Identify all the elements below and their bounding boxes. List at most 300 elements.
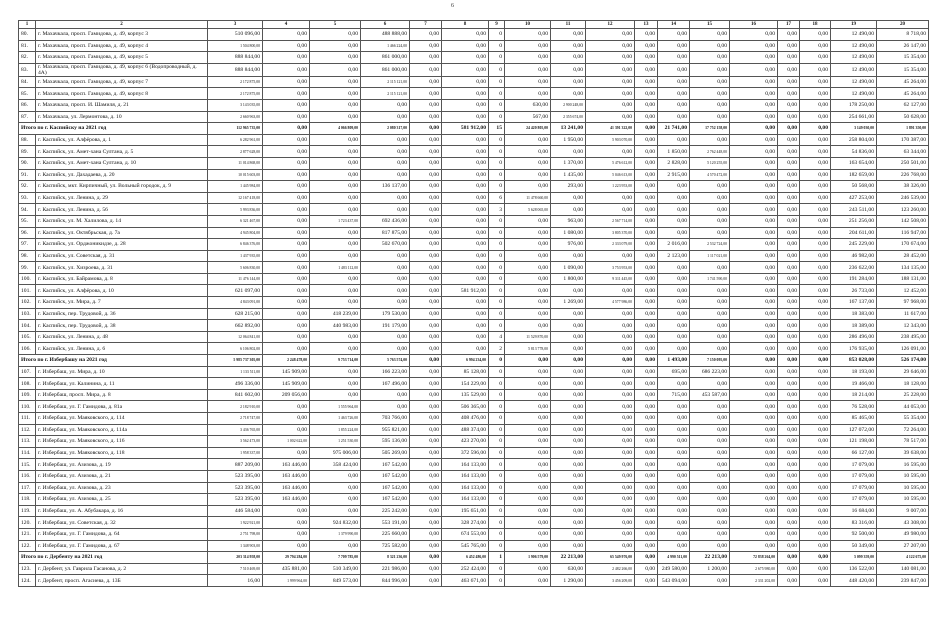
value-cell: 0,00 [410, 250, 442, 262]
value-cell: 0,00 [658, 52, 690, 64]
value-cell: 0,00 [586, 459, 635, 471]
value-cell: 0,00 [635, 459, 658, 471]
value-cell: 1 723 437,00 [310, 215, 361, 227]
value-cell: 0,00 [658, 494, 690, 506]
value-cell: 1 891 350,00 [877, 123, 929, 135]
value-cell: 0,00 [310, 76, 361, 88]
value-cell: 0,00 [778, 494, 800, 506]
row-number: 97. [19, 239, 36, 251]
value-cell: 2 182 910,00 [208, 401, 263, 413]
row-number: 103. [19, 308, 36, 320]
value-cell: 0,00 [635, 401, 658, 413]
value-cell: 286 496,00 [831, 331, 877, 343]
value-cell: 0,00 [551, 494, 586, 506]
value-cell: 0,00 [410, 355, 442, 367]
value-cell: 0,00 [442, 343, 489, 355]
value-cell: 418 239,00 [310, 308, 361, 320]
value-cell: 7 709 785,00 [310, 552, 361, 564]
table-row [19, 169, 929, 181]
value-cell: 10 595,00 [877, 482, 929, 494]
value-cell: 0,00 [586, 250, 635, 262]
subtotal-label: Итого по г. Дербенту на 2021 год [19, 552, 208, 564]
value-cell: 0,00 [778, 169, 800, 181]
address-cell: г. Избербаш, ул. Маяковского, д. 114 [36, 413, 208, 425]
value-cell: 4 066 809,00 [310, 123, 361, 135]
value-cell: 0,00 [505, 482, 551, 494]
value-cell: 18 389,00 [831, 320, 877, 332]
value-cell: 0,00 [551, 331, 586, 343]
value-cell: 251 256,00 [831, 215, 877, 227]
value-cell: 0,00 [310, 505, 361, 517]
value-cell: 975 006,00 [310, 447, 361, 459]
value-cell: 0 [489, 470, 505, 482]
value-cell: 496 336,00 [208, 378, 263, 390]
value-cell: 0,00 [800, 482, 831, 494]
value-cell: 0,00 [690, 378, 730, 390]
value-cell: 0,00 [410, 563, 442, 575]
value-cell: 0,00 [310, 134, 361, 146]
value-cell: 3 149 030,00 [831, 123, 877, 135]
value-cell: 0,00 [263, 76, 310, 88]
value-cell: 0,00 [551, 308, 586, 320]
value-cell: 17 079,00 [831, 459, 877, 471]
value-cell: 0,00 [442, 40, 489, 52]
value-cell: 17 752 158,00 [690, 123, 730, 135]
value-cell: 0,00 [505, 563, 551, 575]
table-row [19, 517, 929, 529]
table-row [19, 88, 929, 100]
value-cell: 0,00 [551, 355, 586, 367]
value-cell: 0,00 [442, 157, 489, 169]
value-cell: 0,00 [551, 447, 586, 459]
value-cell: 0,00 [410, 99, 442, 111]
value-cell: 2 123,00 [658, 250, 690, 262]
value-cell: 0,00 [778, 563, 800, 575]
value-cell: 0,00 [778, 204, 800, 216]
value-cell: 0,00 [658, 40, 690, 52]
value-cell: 0,00 [505, 181, 551, 193]
value-cell: 145 909,00 [263, 366, 310, 378]
value-cell: 0,00 [730, 540, 778, 552]
value-cell: 0,00 [586, 204, 635, 216]
value-cell: 41 391 322,00 [586, 123, 635, 135]
value-cell: 0,00 [730, 308, 778, 320]
value-cell: 0,00 [800, 401, 831, 413]
value-cell: 7 150 095,00 [690, 355, 730, 367]
value-cell: 6 282 961,00 [208, 134, 263, 146]
value-cell: 0,00 [263, 308, 310, 320]
row-number: 122. [19, 540, 36, 552]
table-row [19, 262, 929, 274]
value-cell: 0,00 [778, 157, 800, 169]
value-cell: 0,00 [361, 273, 410, 285]
value-cell: 0,00 [310, 88, 361, 100]
value-cell: 0,00 [778, 76, 800, 88]
value-cell: 167 496,00 [361, 378, 410, 390]
value-cell: 49 980,00 [877, 528, 929, 540]
value-cell: 167 542,00 [361, 470, 410, 482]
value-cell: 0,00 [778, 366, 800, 378]
value-cell: 1 290,00 [551, 575, 586, 587]
value-cell: 0,00 [800, 320, 831, 332]
value-cell: 0,00 [410, 424, 442, 436]
value-cell: 0,00 [263, 146, 310, 158]
value-cell: 0,00 [730, 424, 778, 436]
value-cell: 0,00 [778, 99, 800, 111]
value-cell: 0,00 [658, 413, 690, 425]
value-cell: 0,00 [778, 343, 800, 355]
value-cell: 221 986,00 [361, 563, 410, 575]
value-cell: 0,00 [778, 540, 800, 552]
table-row [19, 215, 929, 227]
value-cell: 5 099 359,00 [831, 552, 877, 564]
value-cell: 0,00 [505, 76, 551, 88]
value-cell: 0,00 [410, 308, 442, 320]
row-number: 124. [19, 575, 36, 587]
value-cell: 238 495,00 [877, 331, 929, 343]
value-cell: 0,00 [778, 401, 800, 413]
value-cell: 0,00 [800, 157, 831, 169]
row-number: 115. [19, 459, 36, 471]
value-cell: 8 321 236,00 [361, 552, 410, 564]
value-cell: 0,00 [505, 575, 551, 587]
value-cell: 13 241,00 [551, 123, 586, 135]
value-cell: 12 167 418,00 [208, 192, 263, 204]
value-cell: 0 [489, 528, 505, 540]
value-cell: 0,00 [310, 99, 361, 111]
table-row [19, 29, 929, 41]
value-cell: 0,00 [690, 88, 730, 100]
row-number: 102. [19, 297, 36, 309]
address-cell: г. Каспийск, ул. Амет-хана Султана, д. 10 [36, 157, 208, 169]
value-cell: 1 999 964,00 [263, 575, 310, 587]
value-cell: 0,00 [778, 378, 800, 390]
value-cell: 0,00 [800, 227, 831, 239]
table-row [19, 563, 929, 575]
row-number: 89. [19, 146, 36, 158]
value-cell: 0,00 [410, 239, 442, 251]
value-cell: 435 881,00 [263, 563, 310, 575]
value-cell: 0,00 [442, 134, 489, 146]
value-cell: 0,00 [442, 297, 489, 309]
value-cell: 0,00 [800, 169, 831, 181]
value-cell: 0,00 [635, 262, 658, 274]
value-cell: 176 935,00 [831, 343, 877, 355]
value-cell: 0,00 [410, 204, 442, 216]
value-cell: 0,00 [800, 250, 831, 262]
value-cell: 841 602,00 [208, 389, 263, 401]
table-row [19, 76, 929, 88]
value-cell: 0,00 [410, 389, 442, 401]
value-cell: 170 387,00 [877, 134, 929, 146]
value-cell: 0,00 [778, 262, 800, 274]
value-cell: 0,00 [635, 575, 658, 587]
value-cell: 0,00 [658, 192, 690, 204]
value-cell: 0 [489, 273, 505, 285]
value-cell: 1 117 021,00 [690, 250, 730, 262]
value-cell: 0,00 [690, 482, 730, 494]
value-cell: 0 [489, 134, 505, 146]
row-number: 82. [19, 52, 36, 64]
value-cell: 0,00 [410, 331, 442, 343]
value-cell: 163 654,00 [831, 157, 877, 169]
column-header: 1 [19, 21, 36, 29]
value-cell: 1 466 224,00 [361, 40, 410, 52]
value-cell: 0,00 [635, 181, 658, 193]
value-cell: 0,00 [635, 192, 658, 204]
value-cell: 0,00 [551, 192, 586, 204]
value-cell: 0,00 [690, 262, 730, 274]
value-cell: 27 207,00 [877, 540, 929, 552]
value-cell: 0,00 [730, 389, 778, 401]
value-cell: 0,00 [442, 320, 489, 332]
address-cell: г. Избербаш, ул. Г. Гамидова, д. 67 [36, 540, 208, 552]
address-cell: г. Махачкала, ул. Лермонтова, д. 10 [36, 111, 208, 123]
table-row [19, 99, 929, 111]
value-cell: 1 251 530,00 [310, 436, 361, 448]
value-cell: 1 379 990,00 [310, 528, 361, 540]
value-cell: 5 120 255,00 [690, 157, 730, 169]
value-cell: 0,00 [778, 528, 800, 540]
column-header: 20 [877, 21, 929, 29]
value-cell: 0,00 [410, 262, 442, 274]
value-cell: 0,00 [800, 99, 831, 111]
value-cell: 0,00 [800, 575, 831, 587]
value-cell: 0,00 [730, 470, 778, 482]
value-cell: 0,00 [800, 470, 831, 482]
value-cell: 0,00 [800, 181, 831, 193]
value-cell: 0,00 [690, 204, 730, 216]
column-header: 4 [263, 21, 310, 29]
value-cell: 0,00 [730, 204, 778, 216]
value-cell: 0,00 [442, 239, 489, 251]
value-cell: 630,00 [505, 99, 551, 111]
value-cell: 0,00 [263, 540, 310, 552]
value-cell: 0,00 [442, 250, 489, 262]
value-cell: 0,00 [690, 297, 730, 309]
value-cell: 1 445 984,00 [208, 181, 263, 193]
value-cell: 0,00 [658, 273, 690, 285]
value-cell: 5 813 778,00 [505, 343, 551, 355]
value-cell: 2 355 674,00 [551, 111, 586, 123]
address-cell: г. Избербаш, ул. Азизова, д. 21 [36, 470, 208, 482]
value-cell: 83 316,00 [831, 517, 877, 529]
value-cell: 0,00 [442, 262, 489, 274]
table-row [19, 239, 929, 251]
value-cell: 4 945 804,00 [208, 227, 263, 239]
address-cell: г. Каспийск, ул. Алфёрова, д. 1 [36, 134, 208, 146]
value-cell: 0,00 [635, 343, 658, 355]
value-cell: 0,00 [800, 528, 831, 540]
value-cell: 0,00 [800, 459, 831, 471]
value-cell: 252 424,00 [442, 563, 489, 575]
table-row [19, 447, 929, 459]
value-cell: 2 877 628,00 [208, 146, 263, 158]
value-cell: 0,00 [730, 331, 778, 343]
value-cell: 0,00 [410, 123, 442, 135]
value-cell: 18 214,00 [831, 389, 877, 401]
value-cell: 0,00 [551, 204, 586, 216]
value-cell: 0,00 [800, 540, 831, 552]
address-cell: г. Избербаш, ул. Азизова, д. 19 [36, 459, 208, 471]
value-cell: 0,00 [730, 355, 778, 367]
value-cell: 4 570 472,00 [690, 169, 730, 181]
value-cell: 44 053,00 [877, 401, 929, 413]
value-cell: 0,00 [690, 215, 730, 227]
value-cell: 0,00 [505, 29, 551, 41]
value-cell: 0,00 [690, 494, 730, 506]
value-cell: 0 [489, 355, 505, 367]
value-cell: 0,00 [658, 540, 690, 552]
value-cell: 0,00 [730, 447, 778, 459]
address-cell: г. Каспийск, ул. Ленина, д. 56 [36, 204, 208, 216]
address-cell: г. Избербаш, ул. А. Абубакара, д. 16 [36, 505, 208, 517]
value-cell: 16 595,00 [877, 459, 929, 471]
value-cell: 0,00 [800, 63, 831, 76]
value-cell: 0,00 [442, 99, 489, 111]
value-cell: 0,00 [505, 88, 551, 100]
value-cell: 0,00 [442, 192, 489, 204]
value-cell: 0,00 [310, 343, 361, 355]
value-cell: 0,00 [263, 413, 310, 425]
table-row [19, 331, 929, 343]
value-cell: 0,00 [658, 470, 690, 482]
table-row [19, 134, 929, 146]
table-row [19, 482, 929, 494]
value-cell: 3 805 370,00 [586, 227, 635, 239]
value-cell: 0,00 [635, 517, 658, 529]
value-cell: 0 [489, 494, 505, 506]
value-cell: 0,00 [410, 413, 442, 425]
subtotal-row [19, 355, 929, 367]
value-cell: 0,00 [505, 505, 551, 517]
value-cell: 0,00 [778, 40, 800, 52]
value-cell: 0,00 [410, 134, 442, 146]
value-cell: 0,00 [778, 413, 800, 425]
value-cell: 0,00 [730, 227, 778, 239]
value-cell: 0,00 [800, 343, 831, 355]
value-cell: 0,00 [730, 285, 778, 297]
value-cell: 0,00 [505, 285, 551, 297]
value-cell: 0,00 [658, 401, 690, 413]
value-cell: 0,00 [505, 273, 551, 285]
row-number: 116. [19, 470, 36, 482]
value-cell: 0,00 [690, 575, 730, 587]
row-number: 93. [19, 192, 36, 204]
value-cell: 0 [489, 99, 505, 111]
table-row [19, 320, 929, 332]
table-row [19, 40, 929, 52]
value-cell: 11 529 870,00 [505, 331, 551, 343]
column-header: 5 [310, 21, 361, 29]
value-cell: 887 209,00 [208, 459, 263, 471]
value-cell: 1 370,00 [551, 157, 586, 169]
value-cell: 0,00 [778, 88, 800, 100]
value-cell: 0,00 [658, 308, 690, 320]
value-cell: 0,00 [263, 52, 310, 64]
value-cell: 692 436,00 [361, 215, 410, 227]
value-cell: 0,00 [586, 505, 635, 517]
table-row [19, 52, 929, 64]
value-cell: 0,00 [410, 29, 442, 41]
value-cell: 446 584,00 [208, 505, 263, 517]
value-cell: 116 947,00 [877, 227, 929, 239]
value-cell: 0,00 [551, 29, 586, 41]
value-cell: 112 965 735,00 [208, 123, 263, 135]
value-cell: 121 198,00 [831, 436, 877, 448]
value-cell: 0,00 [730, 123, 778, 135]
value-cell: 0,00 [635, 134, 658, 146]
value-cell: 0,00 [505, 239, 551, 251]
value-cell: 136 137,00 [361, 181, 410, 193]
value-cell: 0,00 [410, 401, 442, 413]
value-cell: 0,00 [505, 320, 551, 332]
value-cell: 0,00 [410, 285, 442, 297]
value-cell: 0,00 [410, 528, 442, 540]
value-cell: 0,00 [778, 470, 800, 482]
value-cell: 0,00 [505, 52, 551, 64]
value-cell: 6 321 467,00 [208, 215, 263, 227]
value-cell: 0,00 [730, 413, 778, 425]
value-cell: 15 354,00 [877, 63, 929, 76]
value-cell: 0,00 [800, 389, 831, 401]
value-cell: 0,00 [635, 320, 658, 332]
value-cell: 0,00 [586, 355, 635, 367]
value-cell: 0,00 [658, 63, 690, 76]
value-cell: 0,00 [778, 134, 800, 146]
value-cell: 0,00 [586, 447, 635, 459]
address-cell: г. Избербаш, ул. Маяковского, д. 114а [36, 424, 208, 436]
value-cell: 0,00 [551, 285, 586, 297]
value-cell: 510 096,00 [208, 29, 263, 41]
value-cell: 0,00 [730, 99, 778, 111]
value-cell: 0 [489, 285, 505, 297]
value-cell: 12 490,00 [831, 29, 877, 41]
value-cell: 0,00 [800, 134, 831, 146]
column-header: 7 [410, 21, 442, 29]
overhaul-program-table [18, 20, 929, 587]
value-cell: 65 549 976,00 [586, 552, 635, 564]
value-cell: 0,00 [586, 494, 635, 506]
value-cell: 0,00 [263, 273, 310, 285]
value-cell: 0,00 [635, 540, 658, 552]
row-number: 99. [19, 262, 36, 274]
value-cell: 225 660,00 [361, 528, 410, 540]
column-header: 16 [730, 21, 778, 29]
value-cell: 188 131,00 [877, 273, 929, 285]
address-cell: г. Каспийск, ул. Хизроева, д. 31 [36, 262, 208, 274]
value-cell: 0,00 [263, 227, 310, 239]
value-cell: 0,00 [410, 215, 442, 227]
value-cell: 0,00 [658, 111, 690, 123]
row-number: 83. [19, 63, 36, 76]
value-cell: 0,00 [361, 146, 410, 158]
value-cell: 0,00 [635, 29, 658, 41]
value-cell: 0 [489, 29, 505, 41]
value-cell: 0,00 [658, 88, 690, 100]
row-number: 98. [19, 250, 36, 262]
value-cell: 0 [489, 447, 505, 459]
value-cell: 0,00 [263, 63, 310, 76]
value-cell: 250 501,00 [877, 157, 929, 169]
value-cell: 0,00 [586, 528, 635, 540]
value-cell: 249 580,00 [658, 563, 690, 575]
value-cell: 85 465,00 [831, 413, 877, 425]
value-cell: 0,00 [505, 169, 551, 181]
value-cell: 0,00 [800, 262, 831, 274]
value-cell: 17 079,00 [831, 470, 877, 482]
value-cell: 0,00 [442, 111, 489, 123]
